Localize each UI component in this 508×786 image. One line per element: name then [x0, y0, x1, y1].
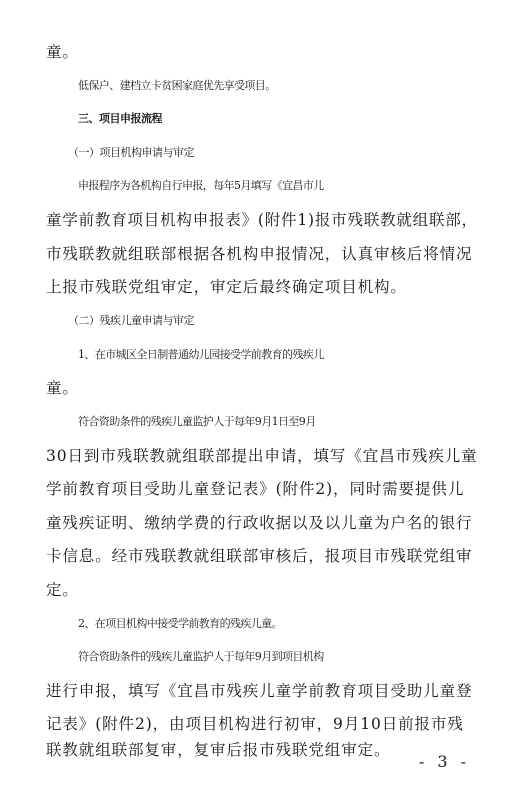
text-line: 符合资助条件的残疾儿童监护人于每年9月到项目机构 [78, 650, 324, 663]
text-line: 市残联教就组联部根据各机构申报情况，认真审核后将情况 [46, 245, 473, 263]
text-line: 低保户、建档立卡贫困家庭优先享受项目。 [78, 79, 276, 92]
text-line: 童。 [46, 379, 79, 397]
page-number: - 3 - [418, 752, 470, 771]
text-line: 童学前教育项目机构申报表》(附件1)报市残联教就组联部， [46, 211, 478, 229]
text-line: 30日到市残联教就组联部提出申请，填写《宜昌市残疾儿童 [46, 447, 478, 465]
text-line: 童。 [46, 43, 79, 61]
text-line: 学前教育项目受助儿童登记表》(附件2)，同时需要提供儿 [46, 480, 465, 498]
text-line: 申报程序为各机构自行申报，每年5月填写《宜昌市儿 [78, 179, 324, 192]
text-line: 卡信息。经市残联教就组联部审核后，报项目市残联党组审 [46, 547, 473, 565]
subsection-heading: （一）项目机构申请与审定 [68, 146, 194, 159]
section-heading: 三、项目申报流程 [78, 112, 162, 125]
text-line: 童残疾证明、缴纳学费的行政收据以及以儿童为户名的银行 [46, 514, 473, 532]
text-line: 符合资助条件的残疾儿童监护人于每年9月1日至9月 [78, 415, 316, 428]
text-line: 2、在项目机构中接受学前教育的残疾儿童。 [78, 617, 282, 630]
text-line: 定。 [46, 581, 79, 599]
subsection-heading: （二）残疾儿童申请与审定 [68, 314, 194, 327]
text-line: 进行申报，填写《宜昌市残疾儿童学前教育项目受助儿童登 [46, 682, 473, 700]
text-line: 1、在市城区全日制普通幼儿园接受学前教育的残疾儿 [78, 348, 324, 361]
text-line: 记表》(附件2)，由项目机构进行初审，9月10日前报市残 [46, 715, 464, 733]
text-line: 联教就组联部复审，复审后报市残联党组审定。 [46, 741, 391, 759]
text-line: 上报市残联党组审定，审定后最终确定项目机构。 [46, 278, 407, 296]
